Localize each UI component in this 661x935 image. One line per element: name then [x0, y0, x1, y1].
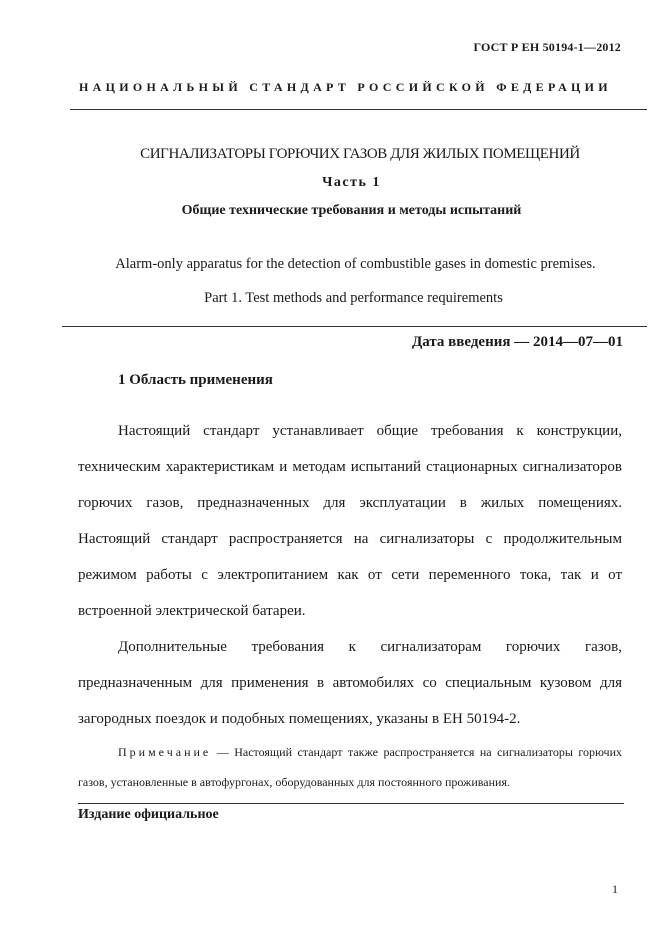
scope-paragraph-2: Дополнительные требования к сигнализаторам горючих газов, предназначенным для применения в автомобилях со специальным кузовом для загородных поездок и подобных помещениях, указаны в ЕН 50194-2. — [78, 639, 622, 727]
national-standard-heading: НАЦИОНАЛЬНЫЙ СТАНДАРТ РОССИЙСКОЙ ФЕДЕРАЦИИ — [79, 80, 612, 94]
note-label: Примечание — [118, 745, 212, 759]
part-number: Часть 1 — [322, 175, 381, 190]
english-part-title: Part 1. Test methods and performance requirements — [204, 290, 503, 306]
scope-paragraph-1: Настоящий стандарт устанавливает общие требования к конструкции, техническим характеристикам и методам испытаний стационарных сигнализаторов горючих газов, предназначенных для эксплуатации в жилых помещениях. Настоящий стандарт распространяется на сигнализаторы с продолжительным режимом работы с электропитанием как от сети переменного тока, так и от встроенной электрической батареи. — [78, 423, 622, 619]
section-heading: 1 Область применения — [118, 372, 273, 388]
page-number: 1 — [612, 882, 618, 896]
introduction-date: Дата введения — 2014—07—01 — [411, 334, 623, 350]
gost-code: ГОСТ Р ЕН 50194-1—2012 — [473, 40, 621, 54]
footer-divider — [78, 803, 624, 804]
note-paragraph — [78, 737, 622, 797]
official-edition-label: Издание официальное — [78, 807, 219, 822]
english-title: Alarm-only apparatus for the detection of combustible gases in domestic premises. — [115, 256, 596, 272]
document-title: СИГНАЛИЗАТОРЫ ГОРЮЧИХ ГАЗОВ ДЛЯ ЖИЛЫХ ПОМЕЩЕНИЙ — [140, 146, 580, 162]
document-subtitle: Общие технические требования и методы испытаний — [181, 203, 522, 218]
title-divider — [62, 326, 647, 327]
header-divider — [70, 109, 647, 110]
note-text: — Настоящий стандарт также распространяется на сигнализаторы горючих газов, установленные в автофургонах, оборудованных для постоянного проживания. — [78, 745, 622, 789]
